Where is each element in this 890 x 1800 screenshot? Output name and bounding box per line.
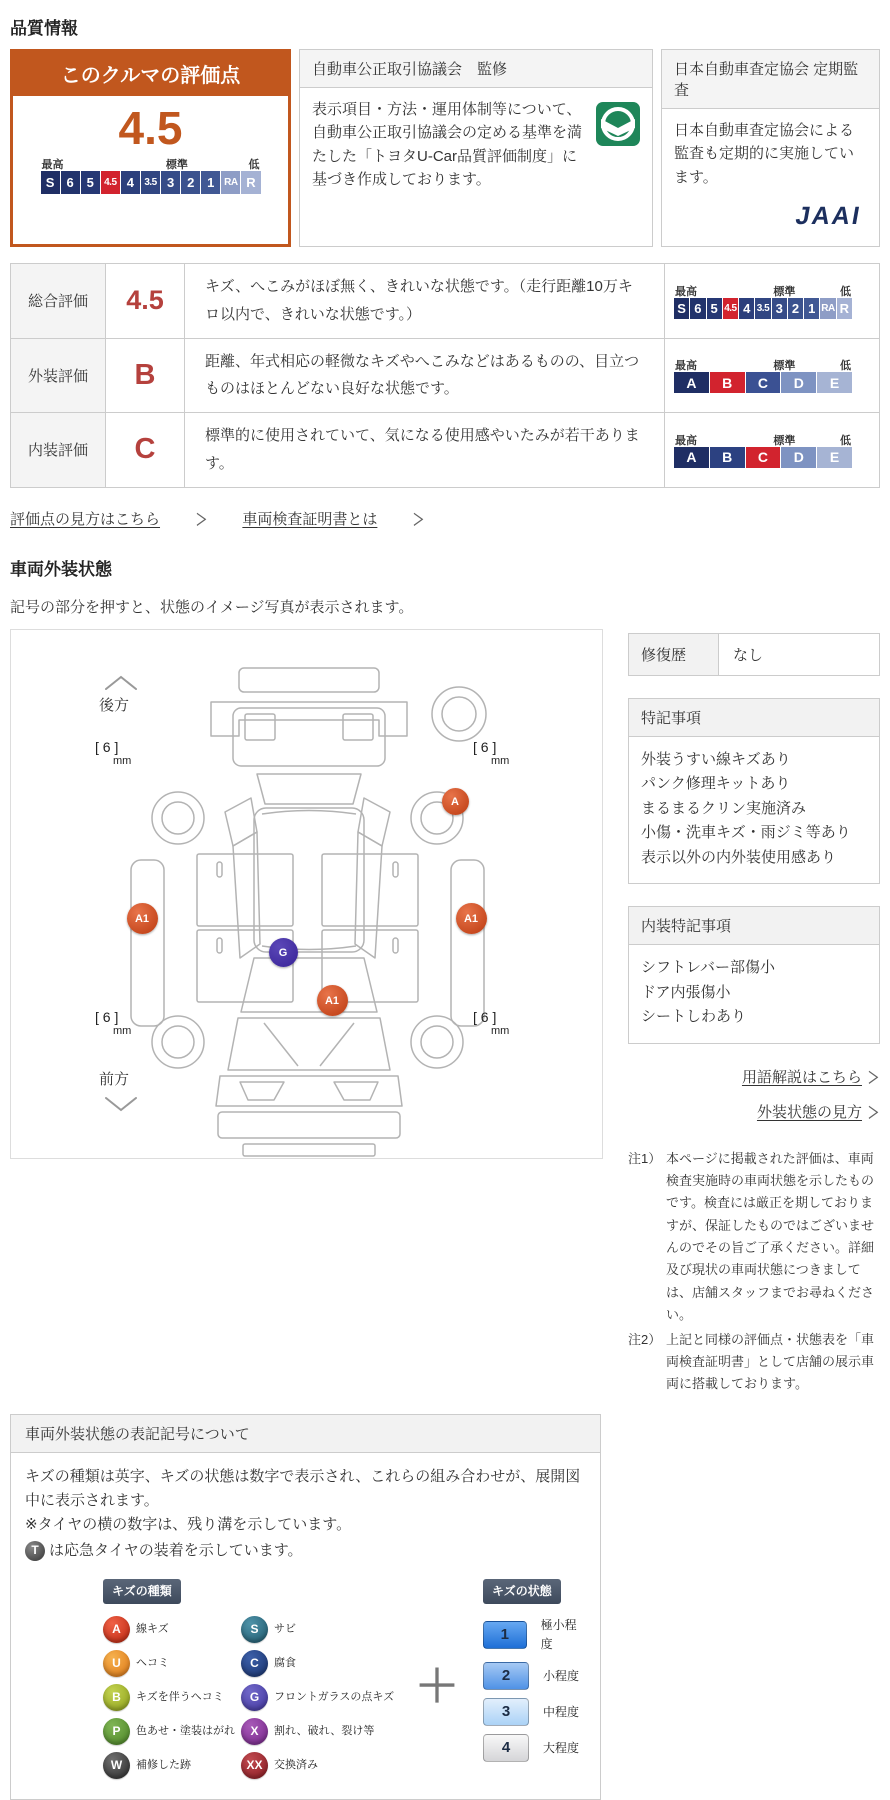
damage-marker-G[interactable]: G: [269, 938, 298, 967]
row-label: 内装評価: [11, 413, 106, 488]
scale-cell: S: [41, 171, 60, 194]
scale-cell: C: [746, 372, 781, 393]
damage-state-symbol-2: 2: [483, 1662, 529, 1690]
audit-box-header: 日本自動車査定協会 定期監査: [662, 50, 879, 109]
legend-text-line2: ※タイヤの横の数字は、残り溝を示しています。: [25, 1515, 352, 1533]
exterior-section-title: 車両外装状態: [10, 559, 112, 579]
plus-icon: ＋: [415, 1661, 459, 1711]
repair-history-value: なし: [733, 646, 764, 664]
footnotes: [628, 1148, 880, 1396]
damage-kind-symbol-XX: XX: [241, 1752, 268, 1779]
audit-box-text: 日本自動車査定協会による監査も定期的に実施しています。: [674, 122, 855, 186]
damage-kind-label: フロントガラスの点キズ: [274, 1690, 395, 1703]
scale-cell: 1: [804, 298, 819, 319]
scale-range-label: 低: [840, 360, 851, 373]
fair-trade-council-logo-icon: [596, 102, 640, 153]
damage-state-item: [483, 1616, 586, 1654]
tire-depth-label: [ 6 ] mm: [95, 738, 132, 768]
damage-kind-item: [241, 1752, 413, 1779]
rear-direction-chevron-icon: [106, 677, 136, 689]
chevron-right-icon: ＞: [867, 1103, 880, 1122]
scale-range-label: 標準: [165, 159, 188, 172]
damage-state-legend: [483, 1579, 586, 1763]
chevron-right-icon: ＞: [195, 510, 208, 529]
chevron-right-icon: ＞: [867, 1068, 880, 1087]
special-note-item: 小傷・洗車キズ・雨ジミ等あり: [641, 824, 851, 842]
top-row: [10, 49, 880, 247]
damage-kind-label: 補修した跡: [136, 1758, 191, 1771]
tire-depth-label: [ 6 ] mm: [473, 738, 510, 768]
damage-kind-label: 割れ、破れ、裂け等: [274, 1724, 375, 1737]
scale-range-label: 最高: [675, 360, 697, 373]
scale-cell: 3.5: [141, 171, 160, 194]
damage-state-item: [483, 1698, 586, 1726]
damage-kind-label: 腐食: [274, 1656, 296, 1669]
damage-kind-label: サビ: [274, 1622, 296, 1635]
overall-score-value: 4.5: [118, 102, 183, 154]
damage-kind-label: 交換済み: [274, 1758, 318, 1771]
damage-kind-item: [103, 1684, 241, 1711]
page-title: 品質情報: [10, 19, 78, 38]
scale-cell: 6: [690, 298, 705, 319]
damage-kind-symbol-P: P: [103, 1718, 130, 1745]
damage-state-symbol-1: 1: [483, 1621, 527, 1649]
scale-cell: 4: [739, 298, 754, 319]
scale-cell: R: [837, 298, 852, 319]
damage-kind-item: [103, 1752, 241, 1779]
damage-state-item: [483, 1662, 586, 1690]
chevron-right-icon: ＞: [413, 510, 425, 529]
interior-note-item: シートしわあり: [641, 1008, 747, 1026]
scale-cell-selected: 4.5: [101, 171, 120, 194]
special-note-item: まるまるクリン実施済み: [641, 799, 807, 817]
scale-cell: E: [817, 372, 852, 393]
special-notes-box: [628, 698, 880, 885]
scale-range-label: 最高: [41, 159, 64, 172]
damage-marker-A1[interactable]: A1: [317, 985, 348, 1016]
scale-range-label: 最高: [675, 285, 697, 298]
symbol-legend-box: [10, 1414, 601, 1800]
damage-kind-tag: キズの種類: [103, 1579, 181, 1604]
damage-kind-item: [241, 1616, 413, 1643]
damage-kind-symbol-U: U: [103, 1650, 130, 1677]
damage-kind-symbol-B: B: [103, 1684, 130, 1711]
scale-cell: A: [674, 372, 709, 393]
table-row-interior: [11, 413, 880, 488]
damage-kind-item: [103, 1616, 241, 1643]
grade-value: 4.5: [126, 285, 164, 316]
scale-cell: 5: [707, 298, 722, 319]
front-direction-label: 前方: [99, 1070, 130, 1088]
damage-state-symbol-4: 4: [483, 1734, 529, 1762]
row-label: 総合評価: [11, 264, 106, 339]
grade-description: 標準的に使用されていて、気になる使用感やいたみが若干あります。: [185, 413, 665, 488]
rating-scale-numeric: [674, 283, 852, 319]
scale-range-label: 標準: [773, 434, 796, 447]
damage-kind-label: キズを伴うヘコミ: [136, 1690, 224, 1703]
scale-range-label: 低: [840, 285, 851, 298]
damage-kind-symbol-C: C: [241, 1650, 268, 1677]
scale-cell-selected: B: [710, 372, 745, 393]
rear-direction-label: 後方: [99, 696, 130, 714]
scale-cell: 1: [201, 171, 220, 194]
footnote-2: 注2） 上記と同様の評価点・状態表を「車両検査証明書」として店舗の展示車両に搭載しております。: [628, 1331, 875, 1392]
damage-state-item: [483, 1734, 586, 1762]
table-row-exterior: [11, 338, 880, 413]
car-exterior-diagram: [10, 629, 603, 1159]
damage-kind-symbol-A: A: [103, 1616, 130, 1643]
damage-kind-label: 色あせ・塗装はがれ: [136, 1724, 235, 1737]
damage-state-label: 中程度: [543, 1704, 580, 1719]
legend-text-line3: は応急タイヤの装着を示しています。: [49, 1541, 303, 1559]
scale-cell: R: [241, 171, 260, 194]
jaai-logo: JAAI: [793, 202, 864, 231]
damage-kind-legend: [103, 1579, 413, 1779]
damage-state-label: 極小程度: [540, 1617, 577, 1651]
damage-kind-item: [103, 1650, 241, 1677]
scale-cell: 4: [121, 171, 140, 194]
damage-marker-A1[interactable]: A1: [127, 903, 158, 934]
damage-kind-item: [241, 1650, 413, 1677]
inspection-certificate-link[interactable]: 車両検査証明書とは: [242, 510, 378, 528]
special-notes-header: 特記事項: [629, 699, 879, 737]
scale-cell: 6: [61, 171, 80, 194]
damage-kind-item: [241, 1684, 413, 1711]
scale-cell: 2: [788, 298, 803, 319]
front-direction-chevron-icon: [106, 1098, 136, 1110]
damage-kind-symbol-W: W: [103, 1752, 130, 1779]
supervision-box-text: 表示項目・方法・運用体制等について、自動車公正取引協議会の定める基準を満たした「トヨタU-Car品質評価制度」に基づき作成しております。: [312, 101, 583, 189]
damage-state-label: 小程度: [543, 1668, 580, 1683]
footnote-1: 注1） 本ページに掲載された評価は、車両検査実施時の車両状態を示したものです。検査には厳正を期しておりますが、保証したものではございませんのでその旨ご了承ください。詳細及び現状の車両状態につきましては、店舗スタッフまでお尋ねください。: [628, 1150, 875, 1323]
damage-state-label: 大程度: [543, 1740, 580, 1755]
scale-range-label: 標準: [773, 360, 796, 373]
supervision-box: [299, 49, 653, 247]
scale-cell: 3: [772, 298, 787, 319]
scale-range-label: 最高: [675, 434, 697, 447]
damage-state-symbol-3: 3: [483, 1698, 529, 1726]
glossary-link[interactable]: 用語解説はこちら: [741, 1068, 862, 1086]
scale-cell: S: [674, 298, 689, 319]
row-label: 外装評価: [11, 338, 106, 413]
damage-kind-symbol-X: X: [241, 1718, 268, 1745]
damage-kind-item: [103, 1718, 241, 1745]
score-box: [10, 49, 291, 247]
special-note-item: パンク修理キットあり: [641, 775, 791, 793]
scale-cell: 3: [161, 171, 180, 194]
supervision-box-header: 自動車公正取引協議会 監修: [300, 50, 652, 88]
scale-cell: RA: [820, 298, 835, 319]
scale-range-label: 低: [248, 159, 260, 172]
audit-box: [661, 49, 880, 247]
repair-history-table: [628, 633, 880, 676]
rating-scale-numeric: [41, 156, 261, 194]
scale-range-label: 低: [840, 434, 851, 447]
spare-tire-icon: T: [25, 1541, 45, 1561]
rating-guide-link[interactable]: 評価点の見方はこちら: [10, 510, 161, 528]
scale-cell: D: [781, 372, 816, 393]
damage-marker-A1[interactable]: A1: [456, 903, 487, 934]
scale-cell: E: [817, 447, 852, 468]
scale-cell: D: [781, 447, 816, 468]
tire-depth-label: [ 6 ] mm: [473, 1008, 510, 1038]
interior-note-item: シフトレバー部傷小: [641, 959, 775, 977]
tire-depth-label: [ 6 ] mm: [95, 1008, 132, 1038]
rating-scale-exterior: [674, 357, 852, 393]
score-box-header: このクルマの評価点: [13, 52, 288, 96]
damage-kind-symbol-S: S: [241, 1616, 268, 1643]
damage-kind-label: ヘコミ: [136, 1656, 169, 1669]
scale-cell: A: [674, 447, 709, 468]
damage-marker-A[interactable]: A: [442, 788, 469, 815]
damage-kind-item: [241, 1718, 413, 1745]
special-note-item: 外装うすい線キズあり: [641, 750, 791, 768]
legend-header: 車両外装状態の表記記号について: [11, 1415, 600, 1453]
special-note-item: 表示以外の内外装使用感あり: [641, 848, 837, 866]
scale-cell: RA: [221, 171, 240, 194]
damage-state-tag: キズの状態: [483, 1579, 561, 1604]
interior-note-item: ドア内張傷小: [641, 983, 731, 1001]
legend-text-line1: キズの種類は英字、キズの状態は数字で表示され、これらの組み合わせが、展開図中に表示されます。: [25, 1467, 581, 1509]
evaluation-table: [10, 263, 880, 488]
damage-kind-label: 線キズ: [136, 1622, 169, 1635]
exterior-section-description: 記号の部分を押すと、状態のイメージ写真が表示されます。: [10, 598, 414, 616]
interior-notes-header: 内装特記事項: [629, 907, 879, 945]
grade-value: B: [134, 358, 156, 391]
rating-scale-interior: [674, 432, 852, 468]
grade-description: 距離、年式相応の軽微なキズやへこみなどはあるものの、目立つものはほとんどない良好な状態です。: [185, 338, 665, 413]
scale-cell: 5: [81, 171, 100, 194]
exterior-condition-guide-link[interactable]: 外装状態の見方: [756, 1103, 862, 1121]
scale-range-label: 標準: [773, 285, 796, 298]
grade-description: キズ、へこみがほぼ無く、きれいな状態です。（走行距離10万キロ以内で、きれいな状態です。）: [185, 264, 665, 339]
grade-value: C: [134, 433, 156, 466]
scale-cell: B: [710, 447, 745, 468]
scale-cell-selected: C: [746, 447, 781, 468]
repair-history-label: 修復歴: [629, 634, 719, 675]
damage-kind-symbol-G: G: [241, 1684, 268, 1711]
scale-cell-selected: 4.5: [723, 298, 738, 319]
table-row-overall: [11, 264, 880, 339]
scale-cell: 2: [181, 171, 200, 194]
interior-notes-box: [628, 906, 880, 1044]
scale-cell: 3.5: [755, 298, 770, 319]
